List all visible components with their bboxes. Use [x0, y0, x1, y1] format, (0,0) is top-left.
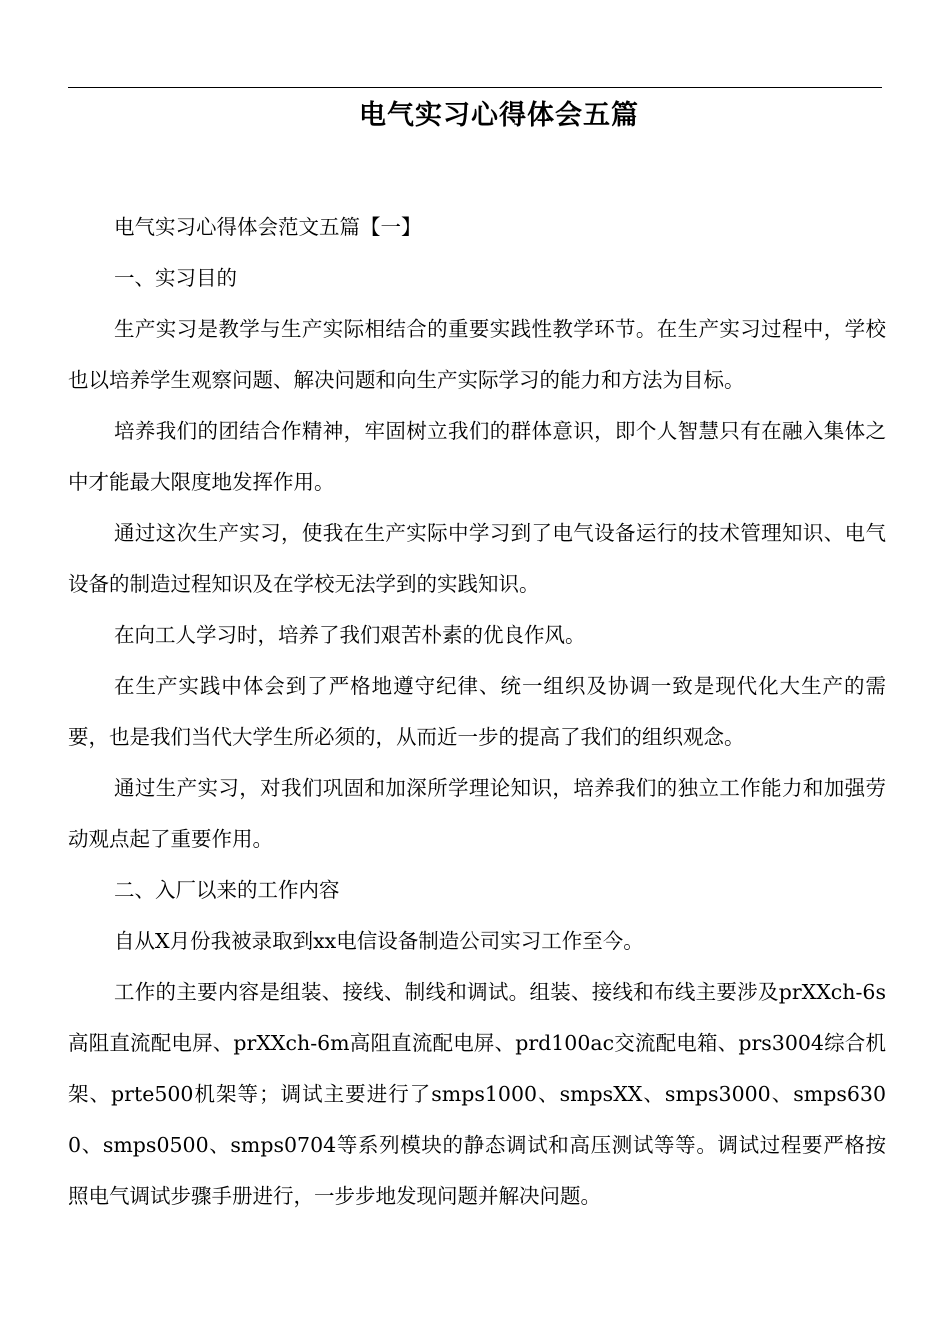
document-body — [68, 202, 886, 1222]
paragraph: 在生产实践中体会到了严格地遵守纪律、统一组织及协调一致是现代化大生产的需要，也是我们当代大学生所必须的，从而近一步的提高了我们的组织观念。 — [68, 674, 886, 749]
paragraph: 在向工人学习时，培养了我们艰苦朴素的优良作风。 — [114, 623, 586, 647]
section-heading-purpose: 一、实习目的 — [114, 266, 237, 290]
section-heading-essay-1: 电气实习心得体会范文五篇【一】 — [114, 215, 422, 239]
document-title: 电气实习心得体会五篇 — [359, 100, 639, 131]
paragraph: 自从X月份我被录取到xx电信设备制造公司实习工作至今。 — [114, 929, 644, 953]
paragraph: 培养我们的团结合作精神，牢固树立我们的群体意识，即个人智慧只有在融入集体之中才能最大限度地发挥作用。 — [68, 419, 886, 494]
paragraph: 生产实习是教学与生产实际相结合的重要实践性教学环节。在生产实习过程中，学校也以培养学生观察问题、解决问题和向生产实际学习的能力和方法为目标。 — [68, 317, 886, 392]
header-rule — [68, 87, 882, 88]
paragraph: 通过这次生产实习，使我在生产实际中学习到了电气设备运行的技术管理知识、电气设备的制造过程知识及在学校无法学到的实践知识。 — [68, 521, 886, 596]
paragraph: 工作的主要内容是组装、接线、制线和调试。组装、接线和布线主要涉及prXXch-6s高阻直流配电屏、prXXch-6m高阻直流配电屏、prd100ac交流配电箱、prs3004综合机架、prte500机架等；调试主要进行了smps1000、smpsXX、smps3000、smps6300、smps0500、smps0704等系列模块的静态调试和高压测试等等。调试过程要严格按照电气调试步骤手册进行，一步步地发现问题并解决问题。 — [68, 980, 886, 1208]
paragraph: 通过生产实习，对我们巩固和加深所学理论知识，培养我们的独立工作能力和加强劳动观点起了重要作用。 — [68, 776, 886, 851]
section-heading-work-content: 二、入厂以来的工作内容 — [114, 878, 340, 902]
